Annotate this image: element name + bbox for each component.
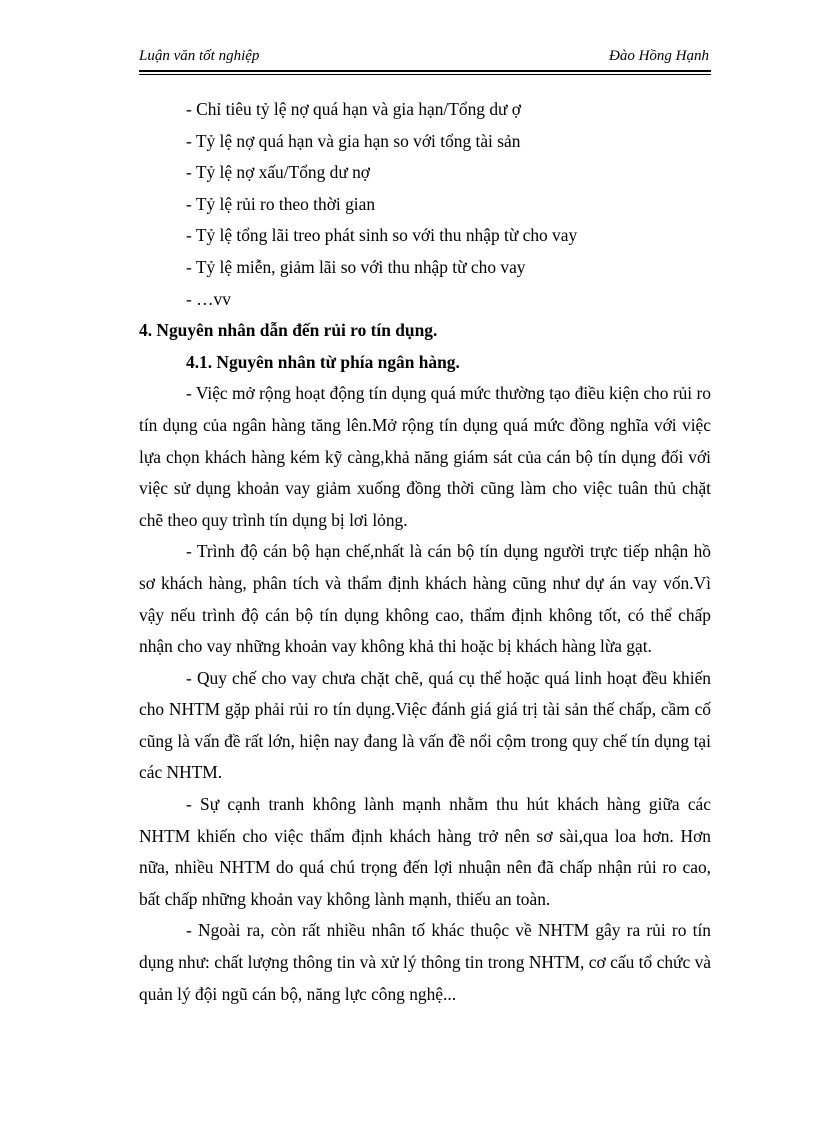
body-paragraph: - Việc mở rộng hoạt động tín dụng quá mức thường tạo điều kiện cho rủi ro tín dụng của ngân hàng tăng lên.Mở rộng tín dụng quá mức đồng nghĩa với việc lựa chọn khách hàng kém kỹ càng,khả năng giám sát của cán bộ tín dụng đối với việc sử dụng khoản vay giảm xuống đồng thời cũng làm cho việc tuân thủ chặt chẽ theo quy trình tín dụng bị lơi lỏng.: [139, 383, 711, 530]
body-paragraph: - Sự cạnh tranh không lành mạnh nhằm thu hút khách hàng giữa các NHTM khiến cho việc thẩm định khách hàng trở nên sơ sài,qua loa hơn. Hơn nữa, nhiều NHTM do quá chú trọng đến lợi nhuận nên đã chấp nhận rủi ro cao, bất chấp những khoản vay không lành mạnh, thiếu an toàn.: [139, 794, 711, 909]
header-left-title: Luận văn tốt nghiệp: [139, 48, 260, 64]
bullet-item: - Tỷ lệ miễn, giảm lãi so với thu nhập từ cho vay: [186, 256, 526, 277]
header-rule-thin: [139, 74, 711, 75]
body-paragraph: - Trình độ cán bộ hạn chế,nhất là cán bộ tín dụng người trực tiếp nhận hồ sơ khách hàng, phân tích và thẩm định khách hàng cũng như dự án vay vốn.Vì vậy nếu trình độ cán bộ tín dụng không cao, thẩm định không tốt, có thể chấp nhận cho vay những khoản vay không khả thi hoặc bị khách hàng lừa gạt.: [139, 541, 711, 657]
bullet-item: - Tỷ lệ nợ xấu/Tổng dư nợ: [186, 162, 370, 183]
bullet-item: - Tỷ lệ nợ quá hạn và gia hạn so với tổng tài sản: [186, 130, 521, 151]
bullet-item: - Tỷ lệ tổng lãi treo phát sinh so với thu nhập từ cho vay: [186, 225, 578, 246]
document-body: [139, 94, 711, 1010]
body-paragraph: - Quy chế cho vay chưa chặt chẽ, quá cụ thể hoặc quá linh hoạt đều khiến cho NHTM gặp phải rủi ro tín dụng.Việc đánh giá giá trị tài sản thế chấp, cầm cố cũng là vấn đề rất lớn, hiện nay đang là vấn đề nổi cộm trong quy chế tín dụng tại các NHTM.: [139, 667, 711, 783]
bullet-item: - Chỉ tiêu tỷ lệ nợ quá hạn và gia hạn/Tổng dư ợ: [186, 99, 521, 119]
subsection-heading: 4.1. Nguyên nhân từ phía ngân hàng.: [186, 351, 460, 372]
page-header: [139, 48, 711, 70]
header-author-name: Đào Hồng Hạnh: [609, 48, 709, 64]
body-paragraph: - Ngoài ra, còn rất nhiều nhân tố khác thuộc về NHTM gây ra rủi ro tín dụng như: chất lượng thông tin và xử lý thông tin trong NHTM, cơ cấu tổ chức và quản lý đội ngũ cán bộ, năng lực công nghệ...: [139, 920, 711, 1004]
section-heading: 4. Nguyên nhân dẫn đến rủi ro tín dụng.: [139, 320, 438, 341]
header-rule-thick: [139, 70, 711, 72]
bullet-item: - Tỷ lệ rủi ro theo thời gian: [186, 193, 376, 214]
bullet-item: - …vv: [186, 288, 231, 309]
